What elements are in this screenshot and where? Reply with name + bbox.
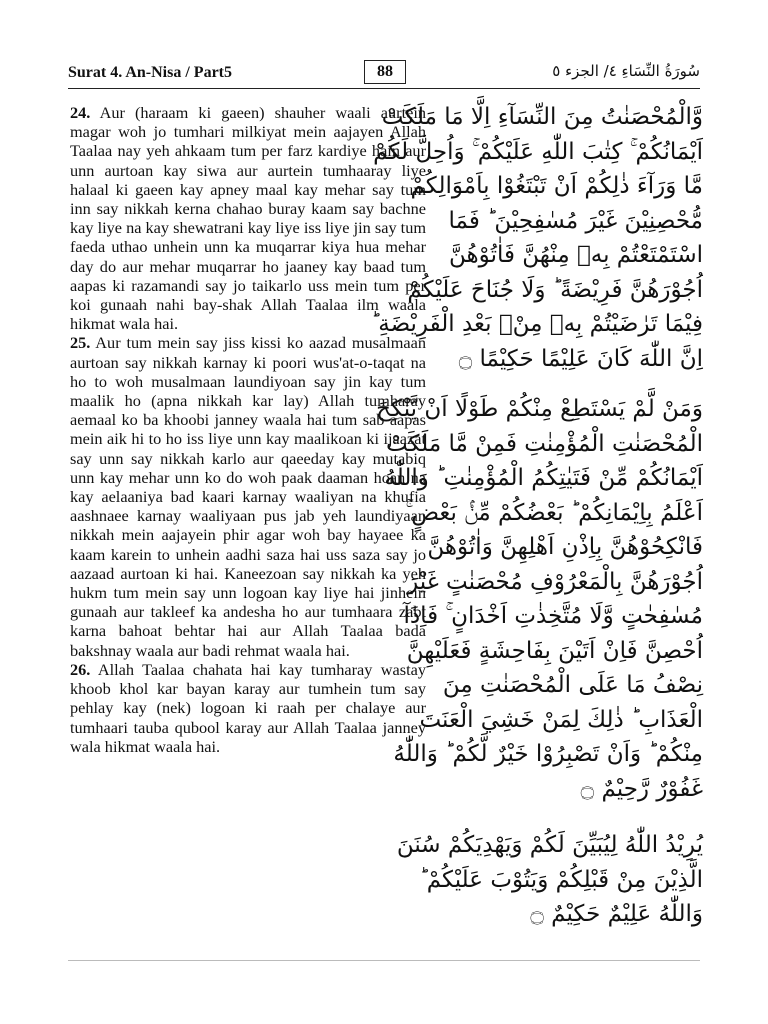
arabic-line: اُحْصِنَّ فَاِنْ اَتَيْنَ بِفَاحِشَةٍ فَعَلَيْهِنَّ	[406, 637, 703, 664]
surah-title: Surat 4. An-Nisa / Part5	[68, 64, 232, 81]
translation-column	[70, 103, 426, 756]
page-number-box: 88	[364, 60, 406, 84]
verse-text: Allah Taalaa chahata hai kay tumharay wastay khoob khol kar bayan karay aur tumhein tum say pehlay kay (nek) logoan ki raah per chalaye aur tumhaari tauba qubool karay aur Allah Taalaa janney wala hikmat waala hai.	[70, 659, 426, 756]
verse-24-arabic	[370, 100, 703, 376]
arabic-line: فِيْمَا تَرٰضَيْتُمْ بِهٖ مِنْۢ بَعْدِ الْفَرِيْضَةِ ؕ	[370, 311, 703, 337]
arabic-line: اَعْلَمُ بِاِيْمَانِكُمْ ؕ بَعْضُكُمْ مِّنْۢ بَعْضٍ ۚ	[405, 499, 703, 526]
arabic-line: مُّحْصِنِيْنَ غَيْرَ مُسٰفِحِيْنَ ؕ فَمَا	[448, 207, 703, 234]
arabic-line: اَيْمَانُكُمْ مِّنْ فَتَيٰتِكُمُ الْمُؤْمِنٰتِ ؕ وَاللّٰهُ	[384, 465, 703, 491]
arabic-line: الَّذِيْنَ مِنْ قَبْلِكُمْ وَيَتُوْبَ عَلَيْكُمْ ؕ	[419, 866, 703, 893]
arabic-line: مَّا وَرَآءَ ذٰلِكُمْ اَنْ تَبْتَغُوْا بِاَمْوَالِكُمْ	[410, 173, 703, 199]
arabic-line: اَيْمَانُكُمْ ۚ كِتٰبَ اللّٰهِ عَلَيْكُمْ ۚ وَاُحِلَّ لَكُمْ	[373, 138, 703, 165]
arabic-line: نِصْفُ مَا عَلَى الْمُحْصَنٰتِ مِنَ	[442, 672, 703, 698]
verse-25-arabic	[376, 392, 703, 806]
verse-number: 26.	[70, 659, 91, 679]
arabic-line: وَّالْمُحْصَنٰتُ مِنَ النِّسَآءِ اِلَّا مَا مَلَكَتْ	[381, 104, 703, 130]
arabic-line: الْمُحْصَنٰتِ الْمُؤْمِنٰتِ فَمِنْ مَّا مَلَكَتْ	[385, 430, 703, 457]
verse-text: Aur tum mein say jiss kissi ko aazad musalmaan aurtoan say nikkah karnay ki poori wus'at-o-taqat na ho to woh musalmaan laundiyoan say jin kay tum maalik ho (apna nikkah kar lay) Allah tumharay aemaal ko ba khoobi janney waala hai tum sab aapas mein aik hi to ho iss liye unn kay maalikoan ki ijaazat say unn say nikkah karlo aur qaeeday kay mutabiq unn kay mehar unn ko do woh paak daaman hoan na kay aelaaniya bad kaari karnay waaliyan na khufia aashnaee karnay waaliyaan pus jab yeh laundiyaan nikkah mein aajayein phir agar woh bay hayaee ka kaam karein to unhein aadhi saza hai uss saza say jo aazaad aurtoan ki hai. Kaneezoan say nikkah ka yeh hukm tum mein say unn logoan kay liye hai jinhein gunaah aur takleef ka andesha ho aur tumhaara zabt karna bahoat behtar hai aur Allah Taalaa bada bakshnay waala aur badi rehmat waala hai.	[70, 333, 426, 660]
verse-25-translation	[70, 333, 426, 659]
footer-divider	[68, 960, 700, 961]
verse-text: Aur (haraam ki gaeen) shauher waali aurtein magar woh jo tumhari milkiyat mein aajayen Allah Taalaa nay yeh ahkaam tum per farz kardiye hain aur unn aurtoan kay siwa aur aurtein tumhaaray liye halaal ki gaeen kay apney maal kay mehar say tum inn say nikkah kerna chahao buray kaam say bachne kay liye na kay shewatrani kay liye iss liye jin say tum faeda uthao unhein unn ka muqarrar kiya hua mehar day do aur mehar muqarrar ho jaaney kay baad tum aapas ki razamandi say jo taikarlo uss mein tum per koi gunaah nahi bay-shak Allah Taalaa ilm waala hikmat wala hai.	[70, 103, 426, 334]
arabic-line: غَفُوْرٌ رَّحِيْمٌ ۝	[580, 775, 703, 802]
arabic-line: الْعَذَابِ ؕ ذٰلِكَ لِمَنْ خَشِيَ الْعَنَتَ	[419, 706, 703, 733]
verse-26-translation	[70, 660, 426, 756]
arabic-line: وَاللّٰهُ عَلِيْمٌ حَكِيْمٌ ۝	[530, 901, 703, 927]
arabic-line: اُجُوْرَهُنَّ بِالْمَعْرُوْفِ مُحْصَنٰتٍ غَيْرَ	[407, 568, 703, 595]
arabic-line: فَانْكِحُوْهُنَّ بِاِذْنِ اَهْلِهِنَّ وَاٰتُوْهُنَّ	[427, 534, 703, 560]
arabic-line: يُرِيْدُ اللّٰهُ لِيُبَيِّنَ لَكُمْ وَيَهْدِيَكُمْ سُنَنَ	[396, 832, 703, 858]
verse-number: 25.	[70, 333, 91, 353]
verse-number: 24.	[70, 103, 91, 122]
arabic-line: مِنْكُمْ ؕ وَاَنْ تَصْبِرُوْا خَيْرٌ لَّكُمْ ؕ وَاللّٰهُ	[393, 741, 703, 767]
arabic-line: اِنَّ اللّٰهَ كَانَ عَلِيْمًا حَكِيْمًا ۝	[458, 345, 703, 372]
arabic-line: مُسٰفِحٰتٍ وَّلَا مُتَّخِذٰتِ اَخْدَانٍ ۚ فَاِذَآ	[403, 603, 703, 629]
page-header	[68, 60, 700, 89]
arabic-line: اُجُوْرَهُنَّ فَرِيْضَةً ؕ وَلَا جُنَاحَ عَلَيْكُمْ	[407, 276, 703, 303]
arabic-line: وَمَنْ لَّمْ يَسْتَطِعْ مِنْكُمْ طَوْلًا اَنْ يَّنْكِحَ	[376, 396, 703, 422]
verse-26-arabic	[396, 828, 703, 932]
arabic-line: اسْتَمْتَعْتُمْ بِهٖ مِنْهُنَّ فَاٰتُوْهُنَّ	[449, 242, 703, 268]
arabic-surah-title: سُورَةُ النِّسَاءِ ٤/ الجزء ٥	[552, 62, 700, 80]
